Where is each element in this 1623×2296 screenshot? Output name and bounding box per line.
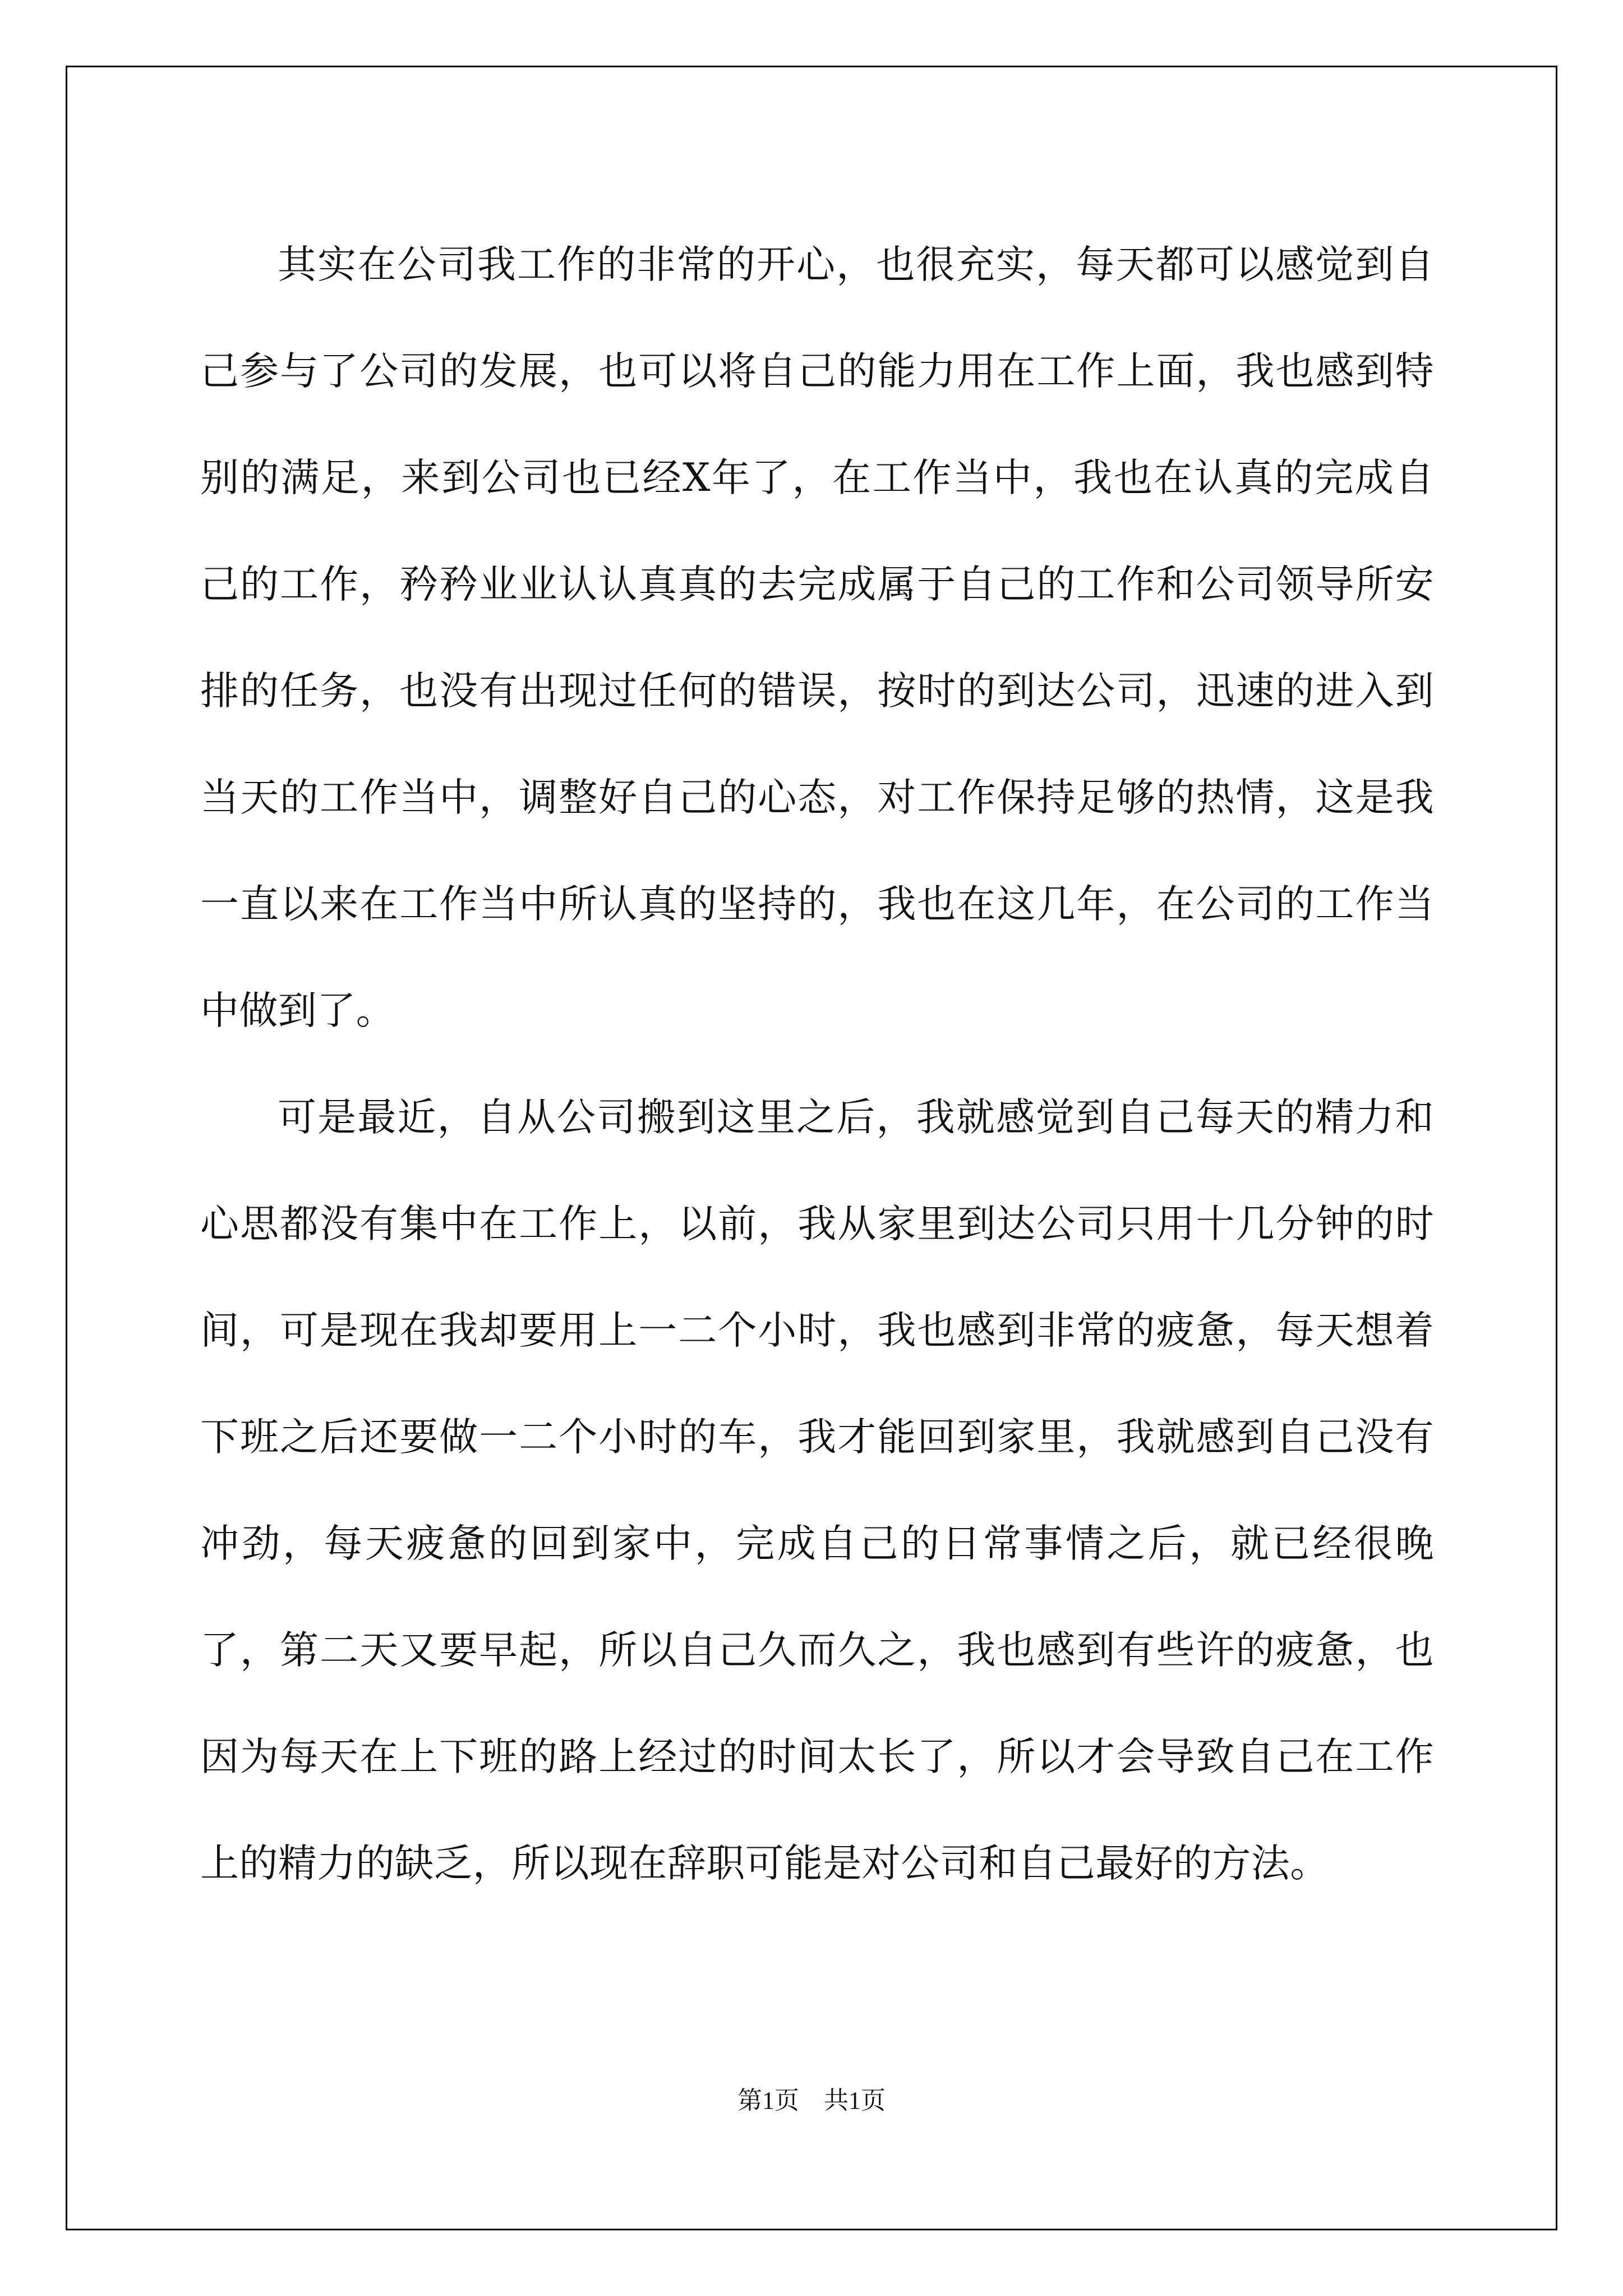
paragraph-2: 可是最近，自从公司搬到这里之后，我就感觉到自己每天的精力和心思都没有集中在工作上，以前，我从家里到达公司只用十几分钟的时间，可是现在我却要用上一二个小时，我也感到非常的疲惫，每天想着下班之后还要做一二个小时的车，我才能回到家里，我就感到自己没有冲劲，每天疲惫的回到家中，完成自己的日常事情之后，就已经很晚了，第二天又要早起，所以自己久而久之，我也感到有些许的疲惫，也因为每天在上下班的路上经过的时间太长了，所以才会导致自己在工作上的精力的缺乏，所以现在辞职可能是对公司和自己最好的方法。 [200,1095,1434,1886]
page-footer: 第1页 共1页 [737,2087,886,2114]
document-body [200,211,1434,1917]
paragraph-1: 其实在公司我工作的非常的开心，也很充实，每天都可以感觉到自己参与了公司的发展，也可以将自己的能力用在工作上面，我也感到特别的满足，来到公司也已经X年了，在工作当中，我也在认真的完成自己的工作，矜矜业业认认真真的去完成属于自己的工作和公司领导所安排的任务，也没有出现过任何的错误，按时的到达公司，迅速的进入到当天的工作当中，调整好自己的心态，对工作保持足够的热情，这是我一直以来在工作当中所认真的坚持的，我也在这几年，在公司的工作当中做到了。 [200,242,1434,1033]
